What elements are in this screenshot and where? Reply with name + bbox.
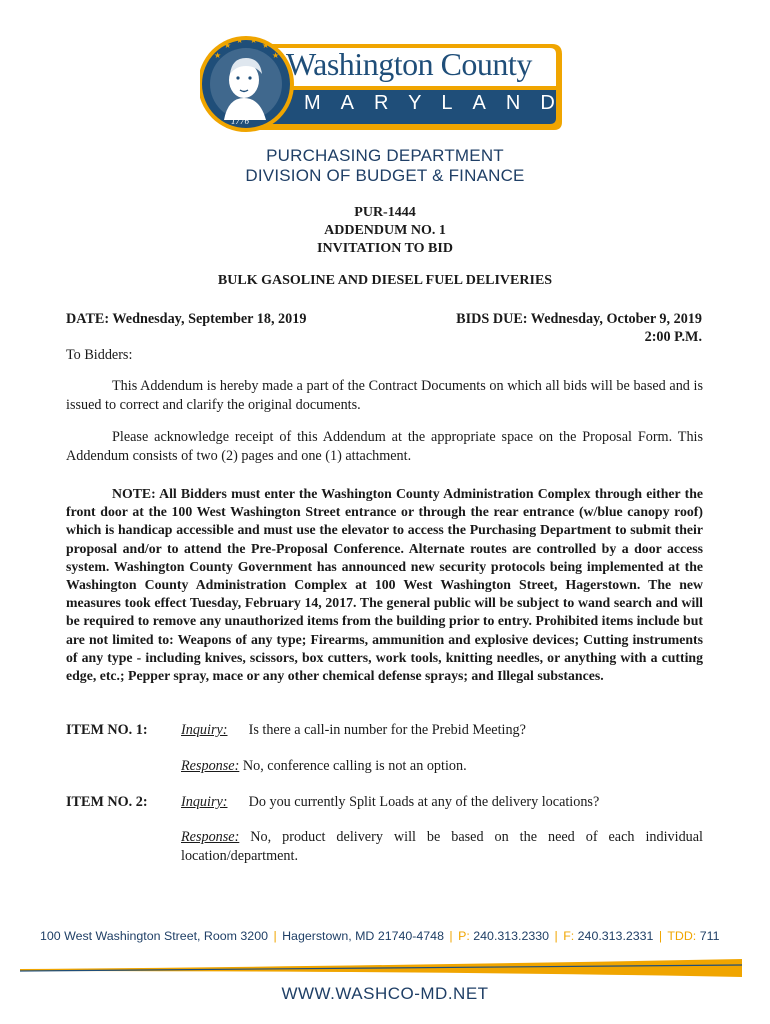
department-line-1: PURCHASING DEPARTMENT bbox=[266, 146, 504, 165]
svg-text:★: ★ bbox=[236, 36, 244, 45]
logo-est-label: est. bbox=[233, 106, 247, 116]
intro-paragraph: This Addendum is hereby made a part of the Contract Documents on which all bids will be based and is issued to correct and clarify the original documents. bbox=[66, 378, 703, 413]
svg-text:★: ★ bbox=[262, 41, 270, 50]
svg-text:★: ★ bbox=[272, 51, 280, 60]
item-1-inquiry bbox=[181, 721, 703, 740]
svg-text:★: ★ bbox=[224, 41, 232, 50]
item-2-label: ITEM NO. 2: bbox=[66, 794, 148, 810]
item-2-response bbox=[181, 828, 703, 866]
footer-phone: 240.313.2330 bbox=[473, 929, 550, 943]
svg-text:★: ★ bbox=[214, 51, 222, 60]
logo-county-name: Washington County bbox=[286, 46, 532, 82]
item-1-inquiry-label: Inquiry: bbox=[181, 722, 228, 738]
salutation: To Bidders: bbox=[66, 347, 133, 363]
item-2-inquiry-text: Do you currently Split Loads at any of the delivery locations? bbox=[248, 794, 600, 810]
item-1-inquiry-text: Is there a call-in number for the Prebid Meeting? bbox=[248, 722, 526, 738]
item-2-response-text: No, product delivery will be based on the need of each individual location/department. bbox=[181, 829, 703, 864]
logo-established bbox=[222, 106, 258, 126]
footer-divider-swoosh bbox=[20, 955, 750, 979]
county-logo bbox=[200, 28, 575, 136]
item-1-response bbox=[181, 757, 703, 776]
footer-phone-label: P: bbox=[458, 929, 470, 943]
issue-date: DATE: Wednesday, September 18, 2019 bbox=[66, 311, 307, 327]
addendum-number: ADDENDUM NO. 1 bbox=[324, 223, 446, 238]
bids-due-date: BIDS DUE: Wednesday, October 9, 2019 bbox=[456, 311, 702, 327]
footer-fax: 240.313.2331 bbox=[577, 929, 654, 943]
acknowledge-paragraph: Please acknowledge receipt of this Addendum at the appropriate space on the Proposal Form. This Addendum consists of two (2) pages and one (1) attachment. bbox=[66, 429, 703, 464]
logo-est-year: 1776 bbox=[231, 116, 249, 126]
document-type: INVITATION TO BID bbox=[317, 241, 453, 256]
item-2-inquiry bbox=[181, 793, 703, 812]
svg-text:★: ★ bbox=[250, 36, 258, 45]
footer-fax-label: F: bbox=[563, 929, 575, 943]
footer-tdd-label: TDD: bbox=[667, 929, 697, 943]
item-2-response-label: Response: bbox=[181, 829, 240, 845]
item-1-response-label: Response: bbox=[181, 758, 240, 774]
footer-website: WWW.WASHCO-MD.NET bbox=[281, 984, 489, 1003]
footer-tdd: 711 bbox=[699, 929, 720, 943]
department-line-2: DIVISION OF BUDGET & FINANCE bbox=[245, 166, 525, 185]
footer-address: 100 West Washington Street, Room 3200 bbox=[40, 929, 268, 943]
logo-state-name: MARYLAND bbox=[304, 92, 575, 114]
footer-city: Hagerstown, MD 21740-4748 bbox=[282, 929, 444, 943]
bids-due-time: 2:00 P.M. bbox=[644, 329, 702, 345]
item-2-inquiry-label: Inquiry: bbox=[181, 794, 228, 810]
bid-title: BULK GASOLINE AND DIESEL FUEL DELIVERIES bbox=[217, 273, 553, 288]
security-note: NOTE: All Bidders must enter the Washington County Administration Complex through either the front door at the 100 West Washington Street entrance or through the rear entrance (w/blue canopy roof) which is handicap accessible and must use the elevator to access the Purchasing Department to submit their proposal and/or to attend the Pre-Proposal Conference. Alternate routes are controlled by a door access system. Washington County Government has announced new security protocols being implemented at the Washington County Administration Complex at 100 West Washington Street, Hagerstown. The new measures took effect Tuesday, February 14, 2017. The general public will be subject to wand search and will be required to remove any unauthorized items from the building prior to entry. Prohibited items include but are not limited to: Weapons of any type; Firearms, ammunition and explosive devices; Cutting instruments of any type - including knives, scissors, box cutters, work tools, knitting needles, or anything with a cutting edge, etc.; Pepper spray, mace or any other chemical defense sprays; and Illegal substances. bbox=[66, 486, 703, 684]
footer-contact-line: 100 West Washington Street, Room 3200 | Hagerstown, MD 21740-4748 | P: 240.313.2330 | F: 240.313.2331 | TDD: 711 bbox=[40, 929, 720, 943]
document-number: PUR-1444 bbox=[354, 205, 416, 220]
item-1-label: ITEM NO. 1: bbox=[66, 722, 148, 738]
item-1-response-text: No, conference calling is not an option. bbox=[242, 758, 467, 774]
